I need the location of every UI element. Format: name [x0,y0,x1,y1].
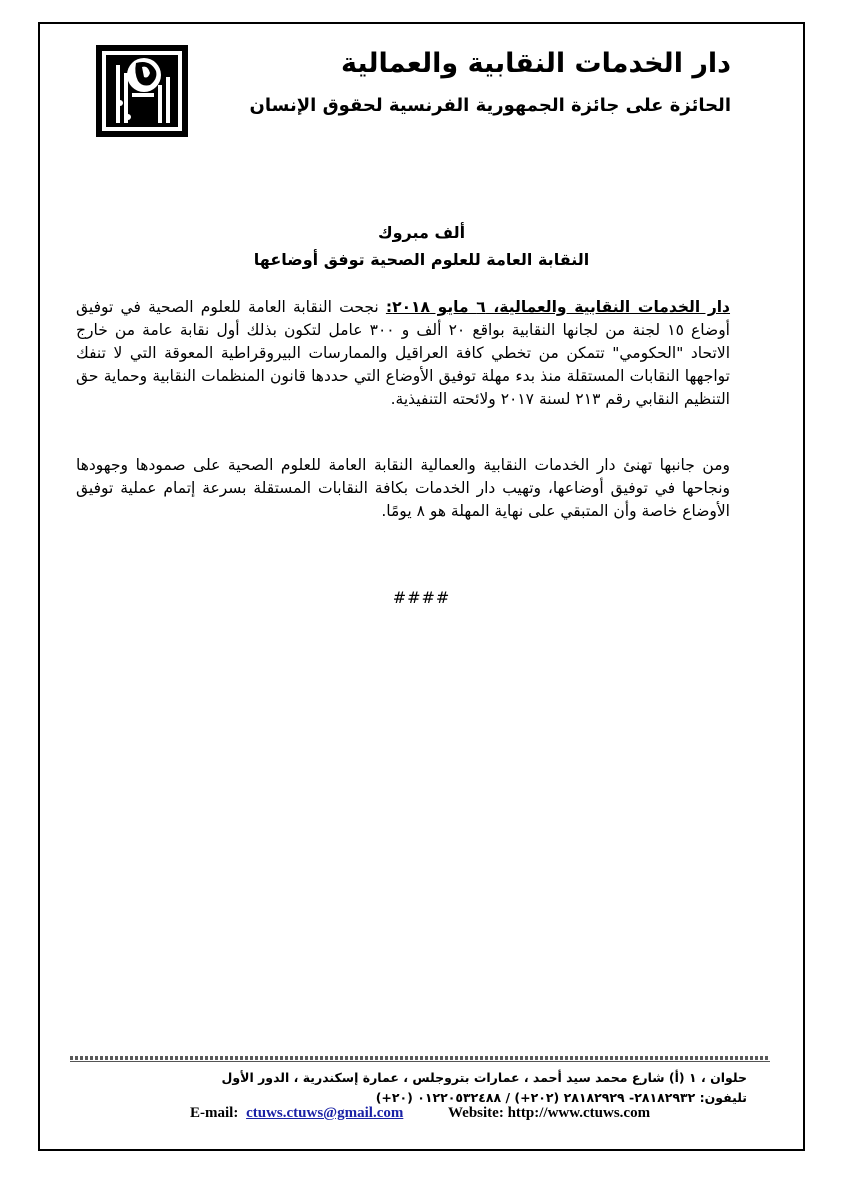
organization-logo [96,45,188,137]
organization-name: دار الخدمات النقابية والعمالية [341,48,731,79]
website-block [448,1105,650,1122]
headline-title: النقابة العامة للعلوم الصحية توفق أوضاعها [253,250,590,269]
email-link[interactable]: ctuws.ctuws@gmail.com [246,1105,404,1121]
award-subtitle: الحائزة على جائزة الجمهورية الفرنسية لحقوق الإنسان [249,95,731,116]
website-label: Website: [448,1105,504,1121]
body-paragraph-1 [76,296,730,411]
footer-divider [70,1056,770,1060]
website-link[interactable]: http://www.ctuws.com [507,1105,651,1121]
page-border [38,22,805,1151]
paragraph-1-text: نجحت النقابة العامة للعلوم الصحية في توفيق أوضاع ١٥ لجنة من لجانها النقابية بواقع ٢٠ ألف و ٣٠٠ عامل لتكون بذلك أول نقابة عامة من خارج الاتحاد "الحكومي" تتمكن من تخطي كافة العراقيل والممارسات البيروقراطية المعوقة التي لا تنفك تواجهها النقابات المستقلة منذ بدء مهلة توفيق الأوضاع التي حددها قانون المنظمات النقابية وحماية حق التنظيم النقابي رقم ٢١٣ لسنة ٢٠١٧ ولائحته التنفيذية. [76,298,730,408]
body-paragraph-2: ومن جانبها تهنئ دار الخدمات النقابية والعمالية النقابة العامة للعلوم الصحية على صمودها وجهودها ونجاحها في توفيق أوضاعها، وتهيب دار الخدمات بكافة النقابات المستقلة بسرعة إتمام عملية توفيق الأوضاع خاصة وأن المتبقي على نهاية المهلة هو ٨ يومًا. [76,456,730,520]
end-mark: #### [392,588,451,607]
dateline: دار الخدمات النقابية والعمالية، ٦ مايو ٢٠١٨: [385,298,731,316]
footer-contact [190,1105,710,1122]
headline-congratulations: ألف مبروك [377,223,466,242]
footer-divider-line [70,1061,770,1062]
footer-address: حلوان ، ١ (أ) شارع محمد سيد أحمد ، عمارات بتروجلس ، عمارة إسكندرية ، الدور الأول [221,1070,747,1085]
email-label: E-mail: [190,1105,239,1121]
footer-phone: تليفون: ٢٨١٨٢٩٣٢- ٢٨١٨٢٩٢٩ (٢٠٢+) / ٠١٢٢٠٥٣٢٤٨٨ (٢٠+) [375,1090,747,1105]
